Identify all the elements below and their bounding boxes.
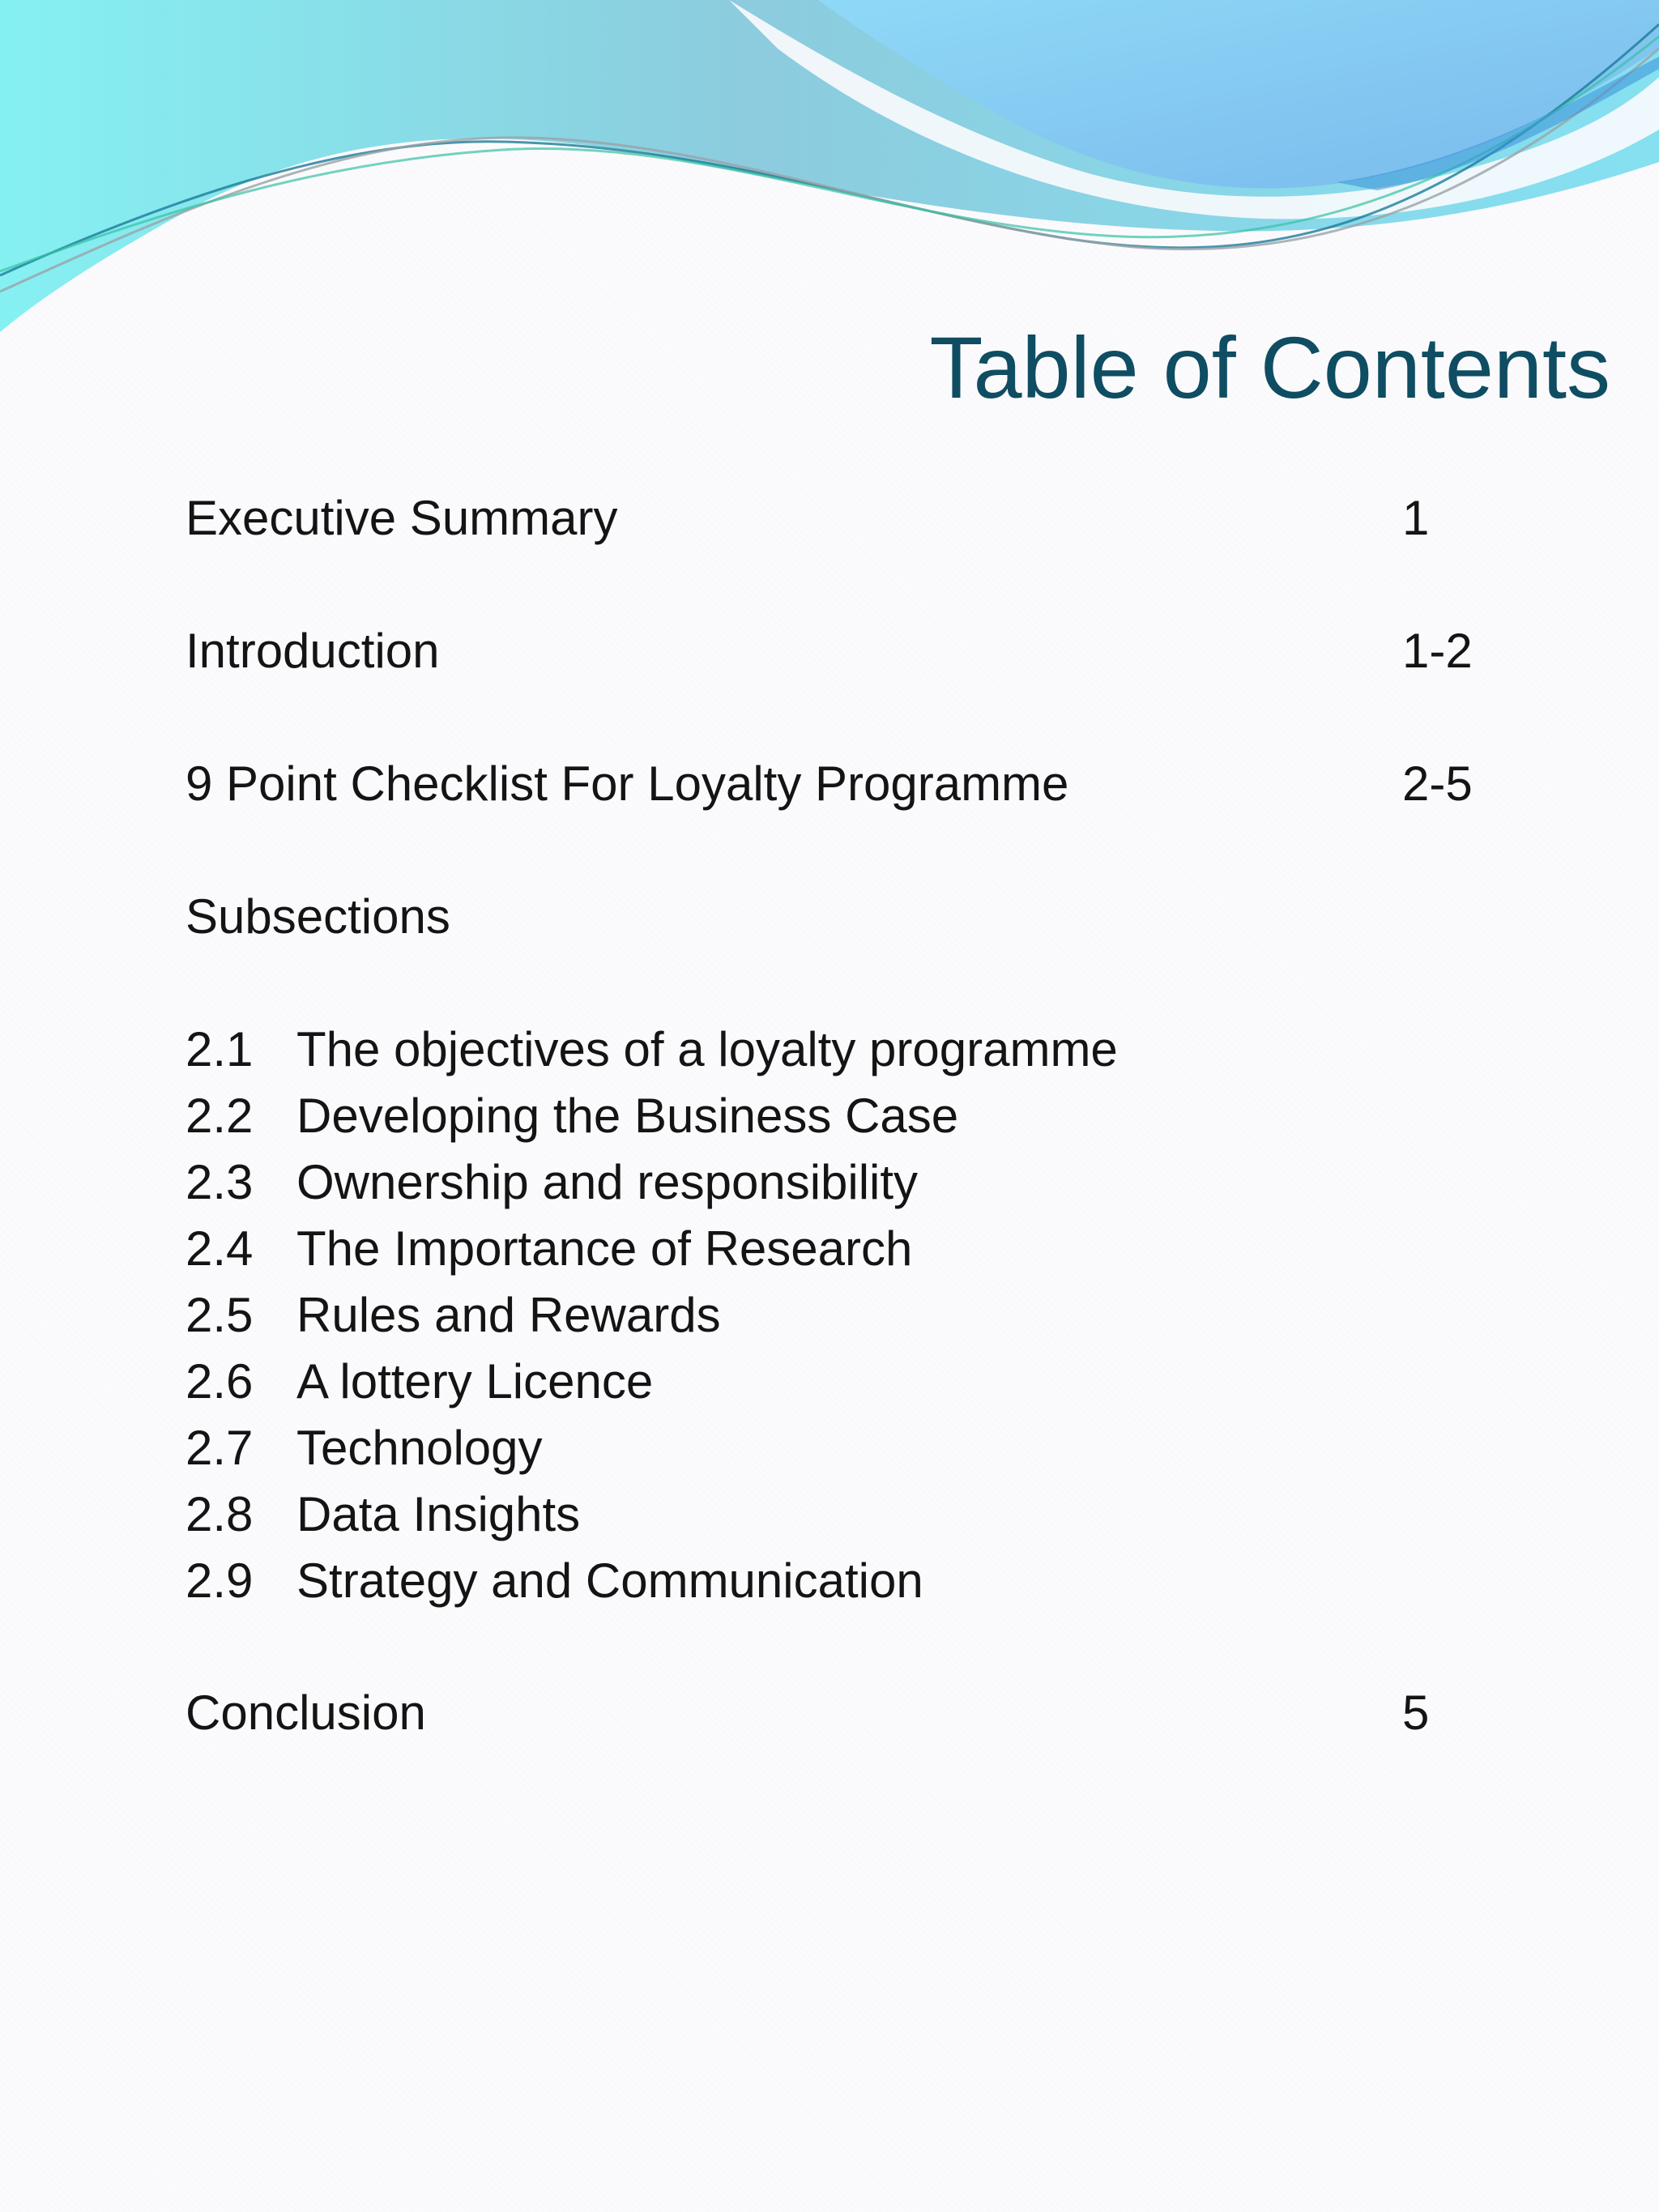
- toc-entry-page: 5: [1402, 1686, 1430, 1740]
- subsection-number: 2.9: [186, 1554, 254, 1608]
- subsection-number: 2.7: [186, 1421, 254, 1475]
- subsection-label: Technology: [296, 1421, 543, 1475]
- subsection-label: Ownership and responsibility: [296, 1155, 919, 1209]
- toc-entry-checklist[interactable]: [186, 752, 1482, 816]
- subsection-label: The objectives of a loyalty programme: [296, 1022, 1118, 1076]
- toc-entry-executive-summary[interactable]: [186, 486, 1482, 551]
- subsection-number: 2.6: [186, 1354, 254, 1409]
- subsection-number: 2.3: [186, 1155, 254, 1209]
- toc-entry-label: Conclusion: [186, 1686, 426, 1740]
- toc-entry-page: 1: [1402, 491, 1430, 545]
- toc-entry-label: Introduction: [186, 624, 440, 678]
- toc-entry-page: 1-2: [1402, 624, 1473, 678]
- toc-entry-introduction[interactable]: [186, 619, 1482, 684]
- toc-entry-label: Executive Summary: [186, 491, 618, 545]
- subsection-number: 2.1: [186, 1022, 254, 1076]
- subsections-heading: Subsections: [186, 889, 450, 944]
- page-title: Table of Contents: [929, 318, 1610, 416]
- subsection-label: Data Insights: [296, 1487, 581, 1541]
- toc-entry-label: 9 Point Checklist For Loyalty Programme: [186, 757, 1069, 811]
- subsection-number: 2.5: [186, 1288, 254, 1342]
- subsection-label: Developing the Business Case: [296, 1089, 959, 1143]
- subsection-label: The Importance of Research: [296, 1221, 913, 1276]
- subsection-label: Strategy and Communication: [296, 1554, 923, 1608]
- subsection-label: Rules and Rewards: [296, 1288, 721, 1342]
- toc-entry-conclusion[interactable]: [186, 1681, 1482, 1745]
- subsection-label: A lottery Licence: [296, 1354, 654, 1409]
- toc-entry-page: 2-5: [1402, 757, 1473, 811]
- subsection-number: 2.2: [186, 1089, 254, 1143]
- header-wave-decoration: [0, 0, 1659, 340]
- subsection-number: 2.4: [186, 1221, 254, 1276]
- subsection-number: 2.8: [186, 1487, 254, 1541]
